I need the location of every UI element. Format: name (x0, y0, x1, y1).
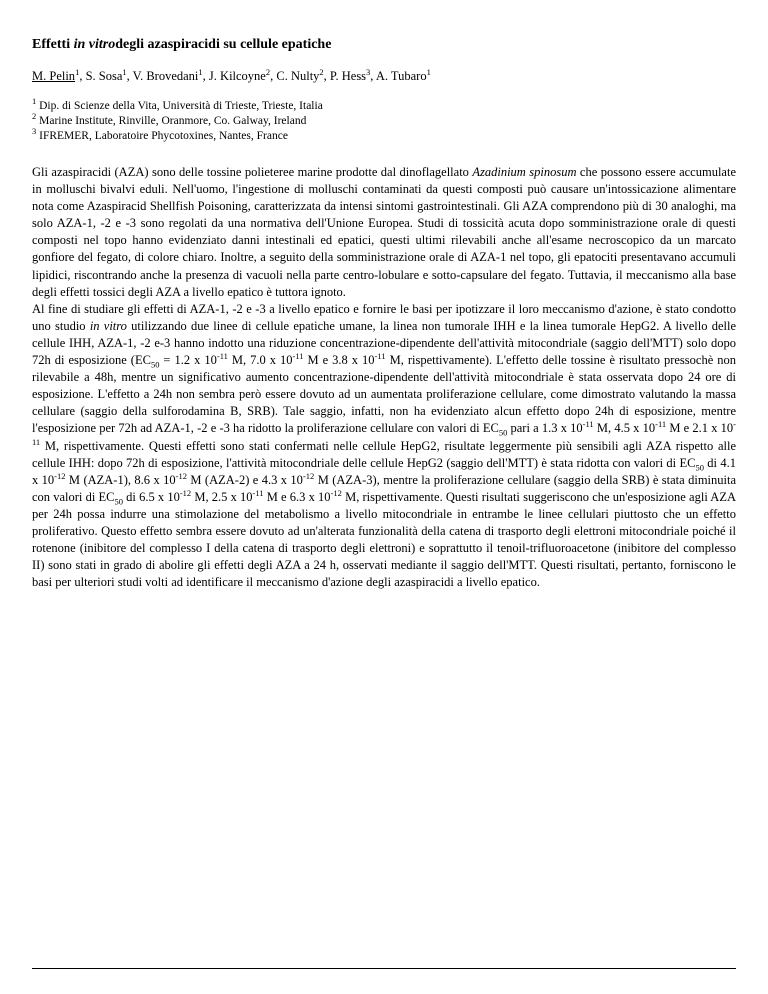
author-name: P. Hess (329, 69, 367, 83)
text-run: di 4.1 x 10 (32, 455, 736, 487)
author-affiliation-mark: 1 (122, 66, 127, 77)
text-run: pari a 1.3 x 10 (507, 421, 583, 436)
text-run: M, 2.5 x 10 (191, 489, 253, 504)
author-name: J. Kilcoyne (208, 69, 266, 83)
abstract-body (32, 164, 736, 591)
italic-term: in vitro (89, 318, 127, 333)
author-name: S. Sosa (85, 69, 123, 83)
text-run: che possono essere accumulate in molluschi bivalvi eduli. Nell'uomo, l'ingestione di molluschi contaminati da questi composti può causare un'intossicazione alimentare nota come Azaspiracid Shellfish Poisoning, caratterizzata da intensi sintomi gastrointestinali. Gli AZA comprendono più di 30 analoghi, ma solo AZA-1, -2 e -3 sono regolati da una normativa dell'Unione Europea. Studi di tossicità acuta dopo somministrazione orale di questi composti nel topo hanno evidenziato danni intestinali ed epatici, questi ultimi rilevabili anche all'esame necroscopico da un marcato gonfiore del fegato, di colore chiaro. Inoltre, a seguito della somministrazione orale di AZA-1 nel topo, gli epatociti presentavano accumuli lipidici, riscontrando anche la presenza di vacuoli nella parte centro-lobulare e sotto-capsulare del fegato. Tuttavia, il meccanismo alla base degli effetti tossici degli AZA a livello epatico è tuttora ignoto. (32, 165, 736, 299)
author-name: A. Tubaro (375, 69, 427, 83)
exponent: -11 (32, 419, 736, 447)
author-affiliation-mark: 3 (366, 66, 371, 77)
text-run: Gli azaspiracidi (AZA) sono delle tossine polieteree marine prodotte dal dinoflagellato (32, 165, 473, 179)
author-affiliation-mark: 2 (265, 66, 271, 77)
text-run: M e 3.8 x 10 (303, 353, 375, 368)
author-affiliation-mark: 1 (75, 66, 80, 77)
affiliation-item (32, 126, 323, 144)
title-text: Effetti (32, 37, 74, 52)
text-run: M, rispettivamente). L'effetto delle tossine è risultato pressochè non rilevabile a 48h, mentre un significativo aumento concentrazione-dipendente dell'attività mitocondriale è stata osservata dopo 24 ore di esposizione. L'effetto a 24h non sembra però essere dovuto ad un aumentata proliferazione cellulare, come dimostrato valutando la massa cellulare (saggio della sulforodamina B, SRB). Tale saggio, infatti, non ha evidenziato alcun effetto dopo 24h di esposizione, mentre l'esposizione per 72h ad AZA-1, -2 e -3 ha ridotto la proliferazione cellulare con valori di EC (32, 353, 736, 436)
document-title (32, 36, 331, 54)
text-run: M, rispettivamente. Questi effetti sono stati confermati nelle cellule HepG2, risultate leggermente più sensibili agli AZA rispetto alle cellule IHH: dopo 72h di esposizione, l'attività mitocondriale delle cellule HepG2 (saggio dell'MTT) è stata ridotta con valori di EC (32, 438, 736, 470)
subscript: 50 (150, 359, 160, 370)
subscript: 50 (498, 427, 508, 438)
affiliation-item (32, 96, 323, 114)
exponent: -12 (330, 487, 342, 498)
author-list: M. Pelin$^1$, S. Sosa$^1$, V. Brovedani$^1$, J. Kilcoyne$^2$, C. Nulty$^2$, P. Hess$^3$, A. Tubaro$^1$ (32, 66, 431, 83)
affiliation-text: Marine Institute, Rinville, Oranmore, Co. Galway, Ireland (39, 115, 307, 127)
bottom-divider (32, 968, 736, 969)
exponent: -12 (179, 487, 192, 498)
exponent: -11 (252, 487, 264, 498)
text-run: M (AZA-1), 8.6 x 10 (65, 472, 176, 487)
author-name: M. Pelin (32, 69, 76, 83)
exponent: -12 (54, 470, 66, 481)
affiliation-item (32, 111, 323, 129)
author-affiliation-mark: 1 (426, 66, 431, 77)
paragraph-intro (32, 164, 736, 301)
text-run: di 6.5 x 10 (122, 489, 180, 504)
author-affiliation-mark: 1 (198, 66, 203, 77)
title-italic-text: in vitro (73, 37, 116, 52)
author-name: C. Nulty (276, 69, 320, 83)
paragraph-results (32, 301, 736, 592)
exponent: -11 (374, 350, 386, 361)
subscript: 50 (114, 496, 123, 507)
text-run: M, rispettivamente. Questi risultati suggeriscono che un'esposizione agli AZA per 24h possa indurre una stimolazione del metabolismo a livello mitocondriale in entrambe le linee cellulari piuttosto che un effetto proliferativo. Questo effetto sembra essere dovuto ad un'alterata funzionalità della catena di trasporto degli elettroni mitocondriale poiché il rotenone (inibitore del complesso I della catena di trasporto degli elettroni) e soprattutto il tenoil-trifluoroacetone (inibitore del complesso II) sono stati in grado di abolire gli effetti degli AZA a 24 h, osservati mediante il saggio dell'MTT. Questi risultati, pertanto, forniscono le basi per ulteriori studi volti ad identificare il meccanismo d'azione degli azaspiracidi a livello epatico. (32, 489, 736, 590)
text-run: M, 7.0 x 10 (227, 353, 293, 368)
text-run: M, 4.5 x 10 (593, 421, 656, 436)
affiliation-number: 1 (32, 96, 37, 107)
affiliation-text: IFREMER, Laboratoire Phycotoxines, Nantes, France (39, 130, 288, 142)
author-name: V. Brovedani (132, 69, 199, 83)
exponent: -12 (302, 470, 315, 481)
affiliation-number: 2 (32, 111, 37, 122)
text-run: Al fine di studiare gli effetti di AZA-1, -2 e -3 a livello epatico e fornire le basi per ipotizzare il loro meccanismo d'azione, è stato condotto uno studio (32, 301, 736, 333)
affiliation-text: Dip. di Scienze della Vita, Università di Trieste, Trieste, Italia (39, 100, 323, 112)
text-run: M (AZA-3), mentre la proliferazione cellulare (saggio della SRB) è stata diminuita con valori di EC (32, 472, 737, 504)
exponent: -11 (655, 419, 667, 430)
author-affiliation-mark: 2 (319, 66, 324, 77)
exponent: -11 (216, 350, 228, 361)
subscript: 50 (695, 462, 704, 473)
exponent: -12 (175, 470, 187, 481)
text-run: = 1.2 x 10 (159, 353, 217, 368)
text-run: M e 6.3 x 10 (263, 489, 331, 504)
species-name: Azadinium spinosum (472, 165, 577, 179)
affiliation-number: 3 (32, 126, 37, 137)
title-text-end: degli azaspiracidi su cellule epatiche (115, 37, 332, 52)
exponent: -11 (292, 350, 304, 361)
text-run: M e 2.1 x 10 (666, 421, 734, 436)
text-run: utilizzando due linee di cellule epatiche umane, la linea non tumorale IHH e la linea tumorale HepG2. A livello delle cellule IHH, AZA-1, -2 e-3 hanno indotto una riduzione concentrazione-dipendente dell'attività mitocondriale (saggio dell'MTT) solo dopo 72h di esposizione (EC (32, 318, 736, 368)
exponent: -11 (582, 419, 594, 430)
text-run: M (AZA-2) e 4.3 x 10 (186, 472, 303, 487)
affiliation-list (32, 96, 323, 144)
